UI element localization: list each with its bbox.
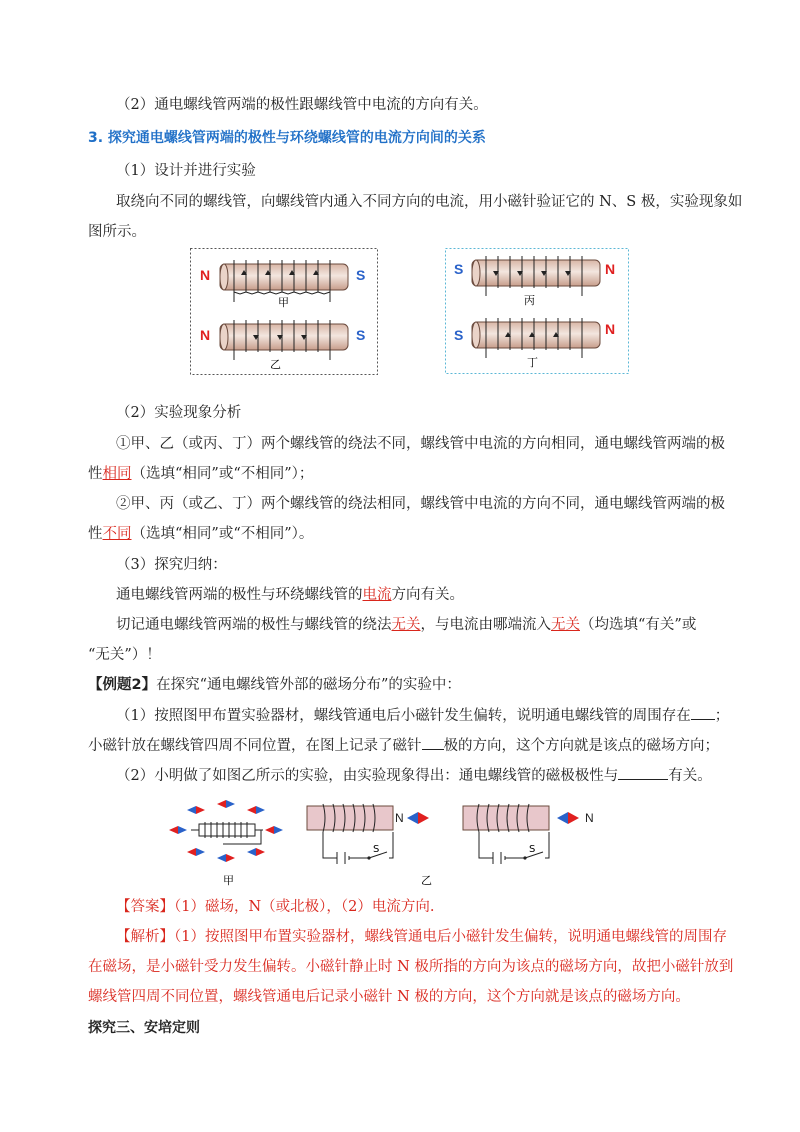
text-line: 取绕向不同的螺线管，向螺线管内通入不同方向的电流，用小磁针验证它的 N、S 极，实验现象如 (116, 194, 743, 210)
section-heading: 3. 探究通电螺线管两端的极性与环绕螺线管的电流方向间的关系 (88, 130, 486, 146)
pole-label: N (395, 811, 404, 825)
solenoid-circuit-right (463, 804, 594, 864)
caption: 乙 (270, 358, 281, 371)
pole-label: S (454, 261, 464, 277)
compass-needle (247, 806, 265, 814)
section-title: 探究三、安培定则 (88, 1020, 200, 1036)
text-line: 性不同（选填“相同”或“不相同”）。 (88, 526, 314, 542)
caption: 丙 (524, 294, 535, 307)
answer-blank: 无关 (551, 617, 580, 633)
solenoid-circuit-left (307, 804, 429, 864)
answer-blank: 相同 (102, 466, 132, 482)
solenoid-figure (190, 248, 630, 378)
compass-arrangement (169, 800, 283, 862)
compass-needle (217, 800, 235, 808)
compass-needle (217, 854, 235, 862)
fill-blank (618, 765, 668, 780)
pole-label: S (356, 267, 366, 283)
text-line: （1）设计并进行实验 (116, 163, 256, 179)
text-line: （1）按照图甲布置实验器材，螺线管通电后小磁针发生偏转，说明通电螺线管的周围存在 ； (116, 705, 800, 726)
switch-label: S (529, 844, 536, 855)
pole-label: N (585, 811, 594, 825)
compass-needle (265, 826, 283, 834)
answer-blank: 无关 (391, 617, 421, 633)
solenoid-yi (220, 320, 348, 360)
text-line: （2）实验现象分析 (116, 405, 242, 421)
pole-label: N (605, 321, 616, 337)
compass-needle (407, 812, 429, 824)
text-line: 切记通电螺线管两端的极性与螺线管的绕法无关，与电流由哪端流入无关（均选填“有关”或 (116, 617, 697, 633)
example-figure (165, 796, 625, 888)
caption: 乙 (421, 874, 432, 887)
text-line: （3）探究归纳： (116, 557, 227, 573)
text-line: 图所示。 (88, 224, 146, 240)
caption: 甲 (278, 296, 289, 309)
fill-blank (422, 735, 444, 750)
compass-needle (187, 806, 205, 814)
analysis-line: 【解析】（1）按照图甲布置实验器材，螺线管通电后小磁针发生偏转，说明通电螺线管的周围存 (116, 929, 727, 945)
solenoid-bing (472, 256, 600, 296)
analysis-line: 螺线管四周不同位置，螺线管通电后记录小磁针 N 极的方向，这个方向就是该点的磁场方向。 (88, 989, 690, 1005)
switch-label: S (373, 844, 380, 855)
compass-needle (557, 812, 579, 824)
pole-label: N (605, 261, 616, 277)
text-line: “无关”）！ (88, 647, 161, 663)
pole-label: S (454, 327, 464, 343)
analysis-line: 在磁场，是小磁针受力发生偏转。小磁针静止时 N 极所指的方向为该点的磁场方向，故把小磁针放到 (88, 959, 734, 975)
fill-blank (691, 705, 715, 720)
text-line: 性相同（选填“相同”或“不相同”）； (88, 466, 314, 482)
caption: 甲 (223, 874, 234, 887)
pole-label: N (200, 327, 211, 343)
caption: 丁 (527, 356, 538, 369)
compass-needle (187, 848, 205, 856)
answer-blank: 电流 (362, 587, 392, 603)
text-line: （2）通电螺线管两端的极性跟螺线管中电流的方向有关。 (116, 97, 488, 113)
text-line: 小磁针放在螺线管四周不同位置，在图上记录了磁针 极的方向，这个方向就是该点的磁场方向； (88, 735, 800, 756)
text-line: （2）小明做了如图乙所示的实验，由实验现象得出：通电螺线管的磁极极性与 有关。 (116, 765, 800, 786)
compass-needle (169, 826, 187, 834)
example-title: 【例题2】在探究“通电螺线管外部的磁场分布”的实验中： (88, 677, 461, 693)
answer-blank: 不同 (102, 526, 132, 542)
pole-label: S (356, 327, 366, 343)
compass-needle (247, 848, 265, 856)
text-line: ②甲、丙（或乙、丁）两个螺线管的绕法相同，螺线管中电流的方向不同，通电螺线管两端的极 (116, 496, 725, 512)
pole-label: N (200, 267, 211, 283)
solenoid-ding (472, 318, 600, 358)
text-line: 通电螺线管两端的极性与环绕螺线管的电流方向有关。 (116, 587, 464, 603)
answer-line: 【答案】（1）磁场，N（或北极），（2）电流方向. (116, 899, 435, 915)
text-line: ①甲、乙（或丙、丁）两个螺线管的绕法不同，螺线管中电流的方向相同，通电螺线管两端的极 (116, 436, 725, 452)
